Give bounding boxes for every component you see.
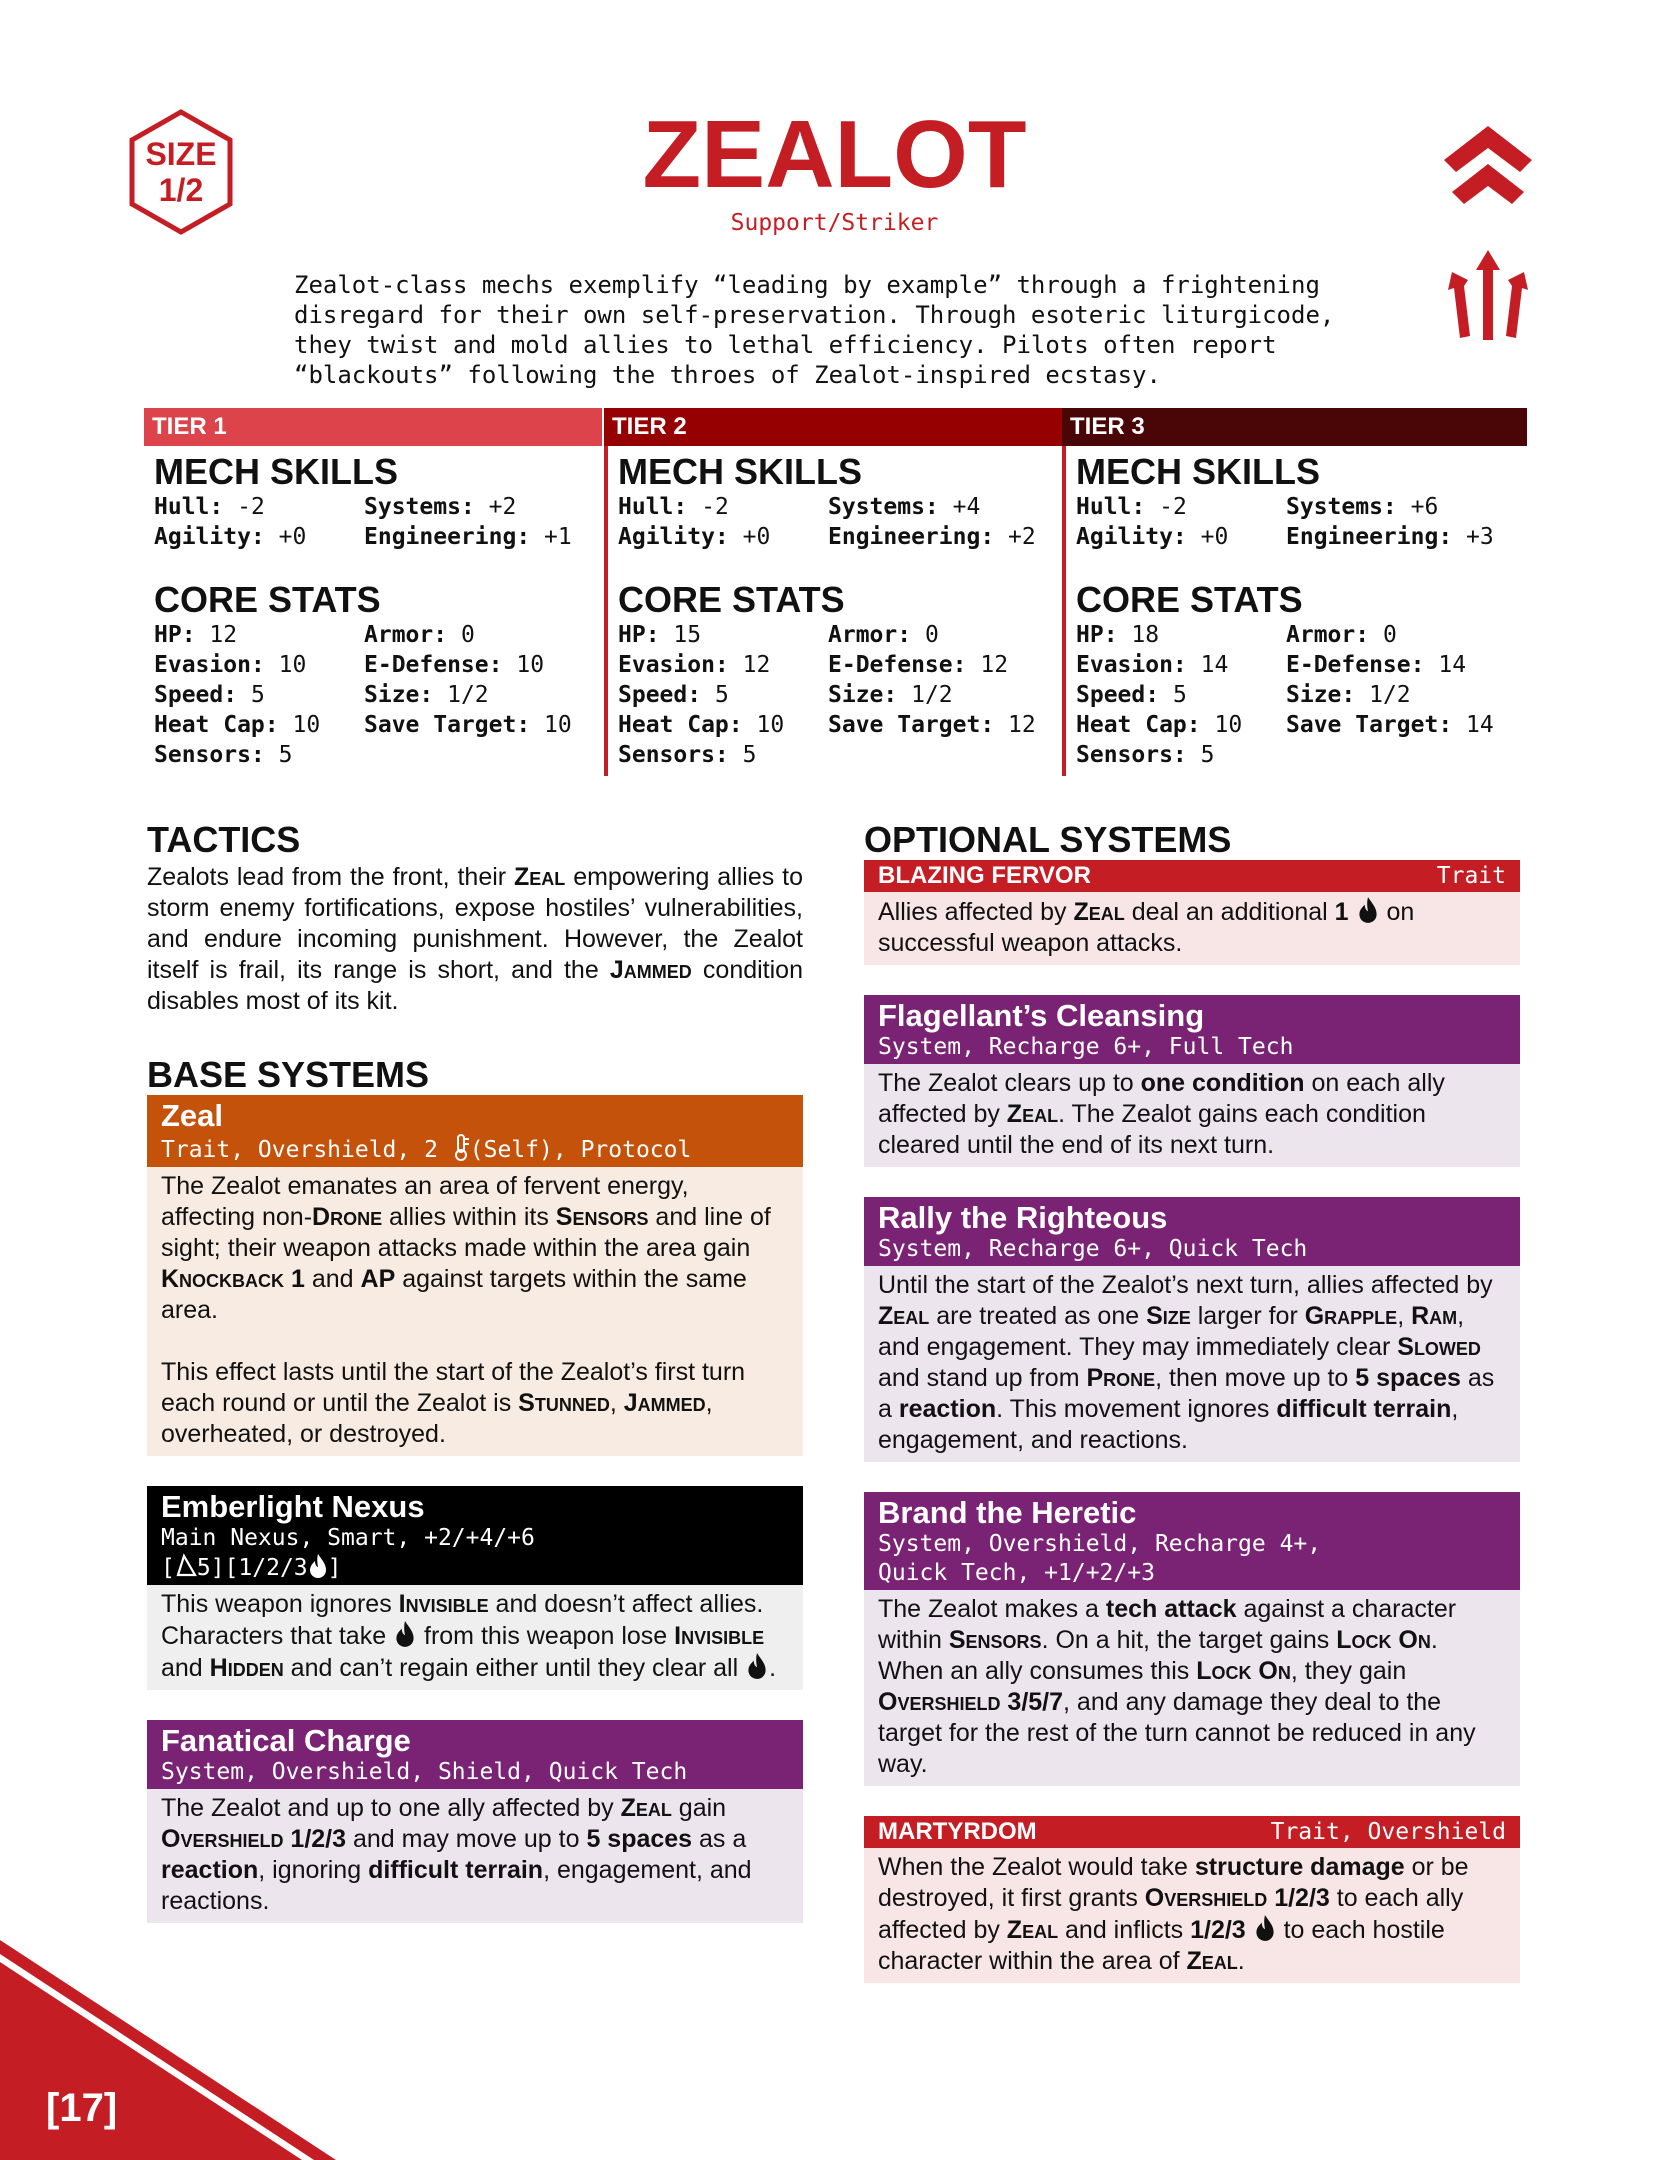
charge-card-header: [147, 1720, 803, 1789]
mech-skills-grid: [154, 492, 602, 552]
tier-3-body: [1062, 446, 1527, 776]
stat-heat-cap: Heat Cap: 10: [618, 712, 785, 738]
tier-2-body: [604, 446, 1062, 776]
stat-hp: HP: 15: [618, 622, 702, 648]
stat-hp: HP: 12: [154, 622, 238, 648]
stat-size: Size: 1/2: [1286, 682, 1411, 708]
trident-arrows-icon: [1440, 248, 1536, 344]
stat-speed: Speed: 5: [154, 682, 265, 708]
intro-text: Zealot-class mechs exemplify “leading by example” through a frightening disregard for their own self-preservation. Through esoteric liturgicode, they twist and mold allies to lethal efficiency. Pilots often report “blackouts” following the throes of Zealot-inspired ecstasy.: [294, 271, 1335, 389]
flagellant-tags: System, Recharge 6+, Full Tech: [878, 1034, 1294, 1060]
martyrdom-tag: Trait, Overshield: [1270, 1819, 1506, 1845]
brand-tags-line1: System, Overshield, Recharge 4+,: [878, 1531, 1322, 1557]
core-stats-heading: CORE STATS: [154, 579, 381, 620]
burn-flame-icon: [308, 1553, 328, 1579]
mech-skills-heading: MECH SKILLS: [618, 451, 863, 492]
flagellant-header: [864, 995, 1520, 1064]
tier-2-header: TIER 2: [604, 408, 1062, 446]
mech-skills-grid: [618, 492, 1062, 552]
stat-armor: Armor: 0: [828, 622, 939, 648]
stat-edefense: E-Defense: 14: [1286, 652, 1467, 678]
tactics-text: Zealots lead from the front, their Zeal empowering allies to storm enemy fortifications, expose hostiles’ vulnerabilities, and endure incoming punishment. However, the Zealot itself is frail, its range is short, and the Jammed condition disables most of its kit.: [147, 863, 804, 1015]
zeal-tags: Trait, Overshield, 2 (Self), Protocol: [161, 1133, 789, 1165]
stat-evasion: Evasion: 10: [154, 652, 307, 678]
page-subtitle: Support/Striker: [730, 210, 939, 236]
brand-name: Brand the Heretic: [878, 1495, 1137, 1530]
stat-evasion: Evasion: 14: [1076, 652, 1229, 678]
stat-speed: Speed: 5: [1076, 682, 1187, 708]
flagellants-cleansing-card: [864, 995, 1520, 1167]
tier-table: [144, 408, 1527, 776]
stat-engineering: Engineering: +1: [364, 524, 572, 550]
zeal-paragraph-1: The Zealot emanates an area of fervent energy, affecting non-Drone allies within its Sensors and line of sight; their weapon attacks made within the area gain Knockback 1 and AP against targets within the same area.: [161, 1172, 771, 1324]
blazing-tag: Trait: [1436, 863, 1506, 889]
brand-tags-line2: Quick Tech, +1/+2/+3: [878, 1560, 1155, 1586]
brand-the-heretic-card: [864, 1492, 1520, 1786]
rally-the-righteous-card: [864, 1197, 1520, 1462]
tier-2-column: [604, 408, 1062, 776]
stat-agility: Agility: +0: [618, 524, 771, 550]
page-title: ZEALOT: [642, 101, 1027, 208]
fanatical-charge-card: [147, 1720, 803, 1923]
burn-flame-icon: [1253, 1914, 1277, 1942]
mech-skills-heading: MECH SKILLS: [1076, 451, 1321, 492]
stat-systems: Systems: +6: [1286, 494, 1439, 520]
charge-body: The Zealot and up to one ally affected by Zeal gain Overshield 1/2/3 and may move up to 5 spaces as a reaction, ignoring difficult terrain, engagement, and reactions.: [147, 1789, 803, 1923]
martyrdom-body: When the Zealot would take structure damage or be destroyed, it first grants Overshield 1/2/3 to each ally affected by Zeal and inflicts 1/2/3 to each hostile character within the area of Zeal.: [864, 1848, 1520, 1983]
nexus-name: Emberlight Nexus: [161, 1489, 425, 1524]
emberlight-nexus-card: [147, 1486, 803, 1690]
size-line1: SIZE: [145, 136, 217, 172]
size-line2: 1/2: [158, 172, 204, 208]
stat-size: Size: 1/2: [364, 682, 489, 708]
zeal-card: [147, 1095, 803, 1456]
brand-body: The Zealot makes a tech attack against a character within Sensors. On a hit, the target gains Lock On. When an ally consumes this Lock On, they gain Overshield 3/5/7, and any damage they deal to the target for the rest of the turn cannot be reduced in any way.: [864, 1590, 1520, 1786]
stat-sensors: Sensors: 5: [618, 742, 757, 768]
martyrdom-header: [864, 1816, 1520, 1848]
stat-hull: Hull: -2: [618, 494, 729, 520]
zeal-paragraph-2: This effect lasts until the start of the Zealot’s first turn each round or until the Zealot is Stunned, Jammed, overheated, or destroyed.: [161, 1358, 746, 1448]
stat-sensors: Sensors: 5: [154, 742, 293, 768]
flagellant-body: The Zealot clears up to one condition on each ally affected by Zeal. The Zealot gains each condition cleared until the end of its next turn.: [864, 1064, 1520, 1167]
flagellant-name: Flagellant’s Cleansing: [878, 998, 1205, 1033]
stat-save-target: Save Target: 12: [828, 712, 1036, 738]
blazing-name: BLAZING FERVOR: [878, 862, 1091, 889]
tier-1-body: [144, 446, 602, 776]
rally-header: [864, 1197, 1520, 1266]
tier-3-column: [1062, 408, 1527, 776]
stat-evasion: Evasion: 12: [618, 652, 771, 678]
tier-1-column: [144, 408, 602, 776]
range-cone-icon: [175, 1553, 197, 1579]
stat-systems: Systems: +2: [364, 494, 517, 520]
stat-heat-cap: Heat Cap: 10: [154, 712, 321, 738]
martyrdom-card: [864, 1816, 1520, 1983]
stat-sensors: Sensors: 5: [1076, 742, 1215, 768]
stat-speed: Speed: 5: [618, 682, 729, 708]
stat-engineering: Engineering: +2: [828, 524, 1036, 550]
rally-tags: System, Recharge 6+, Quick Tech: [878, 1236, 1308, 1262]
stat-armor: Armor: 0: [1286, 622, 1397, 648]
charge-tags: System, Overshield, Shield, Quick Tech: [161, 1759, 688, 1785]
nexus-tags-line1: Main Nexus, Smart, +2/+4/+6: [161, 1525, 535, 1551]
martyrdom-name: MARTYRDOM: [878, 1818, 1037, 1845]
core-stats-grid: [618, 620, 1062, 770]
stat-engineering: Engineering: +3: [1286, 524, 1494, 550]
stat-agility: Agility: +0: [154, 524, 307, 550]
tactics-heading: TACTICS: [147, 819, 301, 860]
mech-skills-grid: [1076, 492, 1527, 552]
stat-save-target: Save Target: 10: [364, 712, 572, 738]
zeal-body: [147, 1167, 803, 1456]
burn-flame-icon: [393, 1620, 417, 1648]
stat-hull: Hull: -2: [1076, 494, 1187, 520]
stat-armor: Armor: 0: [364, 622, 475, 648]
tier-3-header: TIER 3: [1062, 408, 1527, 446]
page-number: [17]: [46, 2086, 118, 2130]
charge-name: Fanatical Charge: [161, 1723, 411, 1758]
stat-save-target: Save Target: 14: [1286, 712, 1494, 738]
blazing-fervor-card: [864, 860, 1520, 965]
core-stats-heading: CORE STATS: [618, 579, 845, 620]
core-stats-heading: CORE STATS: [1076, 579, 1303, 620]
burn-flame-icon: [745, 1652, 769, 1680]
stat-size: Size: 1/2: [828, 682, 953, 708]
stat-edefense: E-Defense: 10: [364, 652, 545, 678]
rally-body: Until the start of the Zealot’s next turn, allies affected by Zeal are treated as one Size larger for Grapple, Ram, and engagement. They may immediately clear Slowed and stand up from Prone, then move up to 5 spaces as a reaction. This movement ignores difficult terrain, engagement, and reactions.: [864, 1266, 1520, 1462]
left-column: [147, 820, 803, 1923]
stat-hull: Hull: -2: [154, 494, 265, 520]
core-stats-grid: [1076, 620, 1527, 770]
stat-edefense: E-Defense: 12: [828, 652, 1009, 678]
stat-agility: Agility: +0: [1076, 524, 1229, 550]
nexus-body: This weapon ignores Invisible and doesn’t affect allies. Characters that take from this weapon lose Invisible and Hidden and can’t regain either until they clear all .: [147, 1585, 803, 1690]
zeal-card-header: [147, 1095, 803, 1167]
right-column: [864, 820, 1520, 1983]
tier-1-header: TIER 1: [144, 408, 602, 446]
stat-systems: Systems: +4: [828, 494, 981, 520]
zeal-name: Zeal: [161, 1098, 224, 1133]
stat-hp: HP: 18: [1076, 622, 1160, 648]
brand-header: [864, 1492, 1520, 1590]
mech-skills-heading: MECH SKILLS: [154, 451, 399, 492]
core-stats-grid: [154, 620, 602, 770]
chevron-rank-icon: [1440, 120, 1536, 216]
optional-systems-heading: OPTIONAL SYSTEMS: [864, 819, 1232, 860]
nexus-card-header: [147, 1486, 803, 1585]
blazing-body: Allies affected by Zeal deal an additional 1 on successful weapon attacks.: [864, 892, 1520, 965]
blazing-header: [864, 860, 1520, 892]
heat-thermometer-icon: [452, 1133, 470, 1161]
rally-name: Rally the Righteous: [878, 1200, 1168, 1235]
stat-heat-cap: Heat Cap: 10: [1076, 712, 1243, 738]
base-systems-heading: BASE SYSTEMS: [147, 1054, 430, 1095]
burn-flame-icon: [1356, 896, 1380, 924]
nexus-tags-line2: [ 5][1/2/3 ]: [161, 1555, 342, 1581]
